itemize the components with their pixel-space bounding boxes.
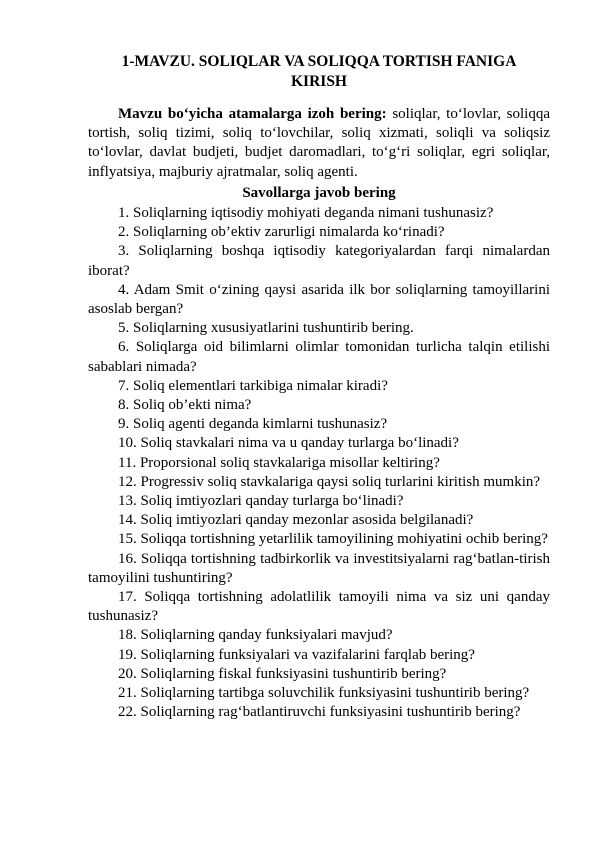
title-line-2: KIRISH bbox=[291, 72, 347, 90]
question-item: 9. Soliq agenti deganda kimlarni tushunasiz? bbox=[118, 416, 388, 433]
question-item: 7. Soliq elementlari tarkibiga nimalar kiradi? bbox=[118, 377, 388, 394]
question-item: 13. Soliq imtiyozlari qanday turlarga bo‘linadi? bbox=[118, 493, 404, 510]
question-item: 18. Soliqlarning qanday funksiyalari mavjud? bbox=[118, 627, 393, 644]
question-item: 12. Progressiv soliq stavkalariga qaysi soliq turlarini kiritish mumkin? bbox=[118, 473, 541, 490]
question-item: 6. Soliqlarga oid bilimlarni olimlar tomonidan turlicha talqin etilishi sabablari nimada? bbox=[88, 339, 550, 375]
question-item: 3. Soliqlarning boshqa iqtisodiy kategoriyalardan farqi nimalardan iborat? bbox=[88, 243, 550, 279]
questions-heading: Savollarga javob bering bbox=[242, 184, 396, 201]
question-item: 19. Soliqlarning funksiyalari va vazifalarini farqlab bering? bbox=[118, 646, 475, 663]
question-item: 11. Proporsional soliq stavkalariga misollar keltiring? bbox=[118, 454, 440, 471]
question-item: 2. Soliqlarning ob’ektiv zarurligi nimalarda ko‘rinadi? bbox=[118, 224, 445, 241]
document-page bbox=[88, 52, 550, 723]
question-item: 5. Soliqlarning xususiyatlarini tushuntirib bering. bbox=[118, 320, 414, 337]
questions-list bbox=[88, 204, 550, 722]
intro-paragraph bbox=[88, 105, 550, 182]
question-item: 8. Soliq ob’ekti nima? bbox=[118, 397, 252, 414]
question-item: 10. Soliq stavkalari nima va u qanday turlarga bo‘linadi? bbox=[118, 435, 459, 452]
question-item: 1. Soliqlarning iqtisodiy mohiyati deganda nimani tushunasiz? bbox=[118, 205, 494, 222]
question-item: 14. Soliq imtiyozlari qanday mezonlar asosida belgilanadi? bbox=[118, 512, 474, 529]
question-item: 22. Soliqlarning rag‘batlantiruvchi funksiyasini tushuntirib bering? bbox=[118, 704, 521, 721]
question-item: 20. Soliqlarning fiskal funksiyasini tushuntirib bering? bbox=[118, 665, 447, 682]
intro-text: soliqlar, to‘lovlar, soliqqa tortish, soliq tizimi, soliq to‘lovchilar, soliq xizmati, soliqli va soliqsiz to‘lovlar, davlat budjeti, budjet daromadlari, to‘g‘ri soliqlar, egri soliqlar, inflyatsiya, majburiy ajratmalar, soliq agenti. bbox=[88, 106, 550, 180]
title-line-1: 1-MAVZU. SOLIQLAR VA SOLIQQA TORTISH FANIGA bbox=[121, 53, 517, 70]
document-title bbox=[88, 52, 550, 91]
question-item: 21. Soliqlarning tartibga soluvchilik funksiyasini tushuntirib bering? bbox=[118, 685, 530, 702]
question-item: 4. Adam Smit o‘zining qaysi asarida ilk bor soliqlarning tamoyillarini asoslab bergan? bbox=[88, 281, 550, 318]
question-item: 15. Soliqqa tortishning yetarlilik tamoyilining mohiyatini ochib bering? bbox=[118, 531, 548, 548]
intro-label: Mavzu bo‘yicha atamalarga izoh bering: bbox=[118, 106, 387, 122]
question-item: 16. Soliqqa tortishning tadbirkorlik va investitsiyalarni rag‘batlan-tirish tamoyilini tushuntiring? bbox=[88, 550, 550, 586]
question-item: 17. Soliqqa tortishning adolatlilik tamoyili nima va siz uni qanday tushunasiz? bbox=[88, 589, 550, 625]
